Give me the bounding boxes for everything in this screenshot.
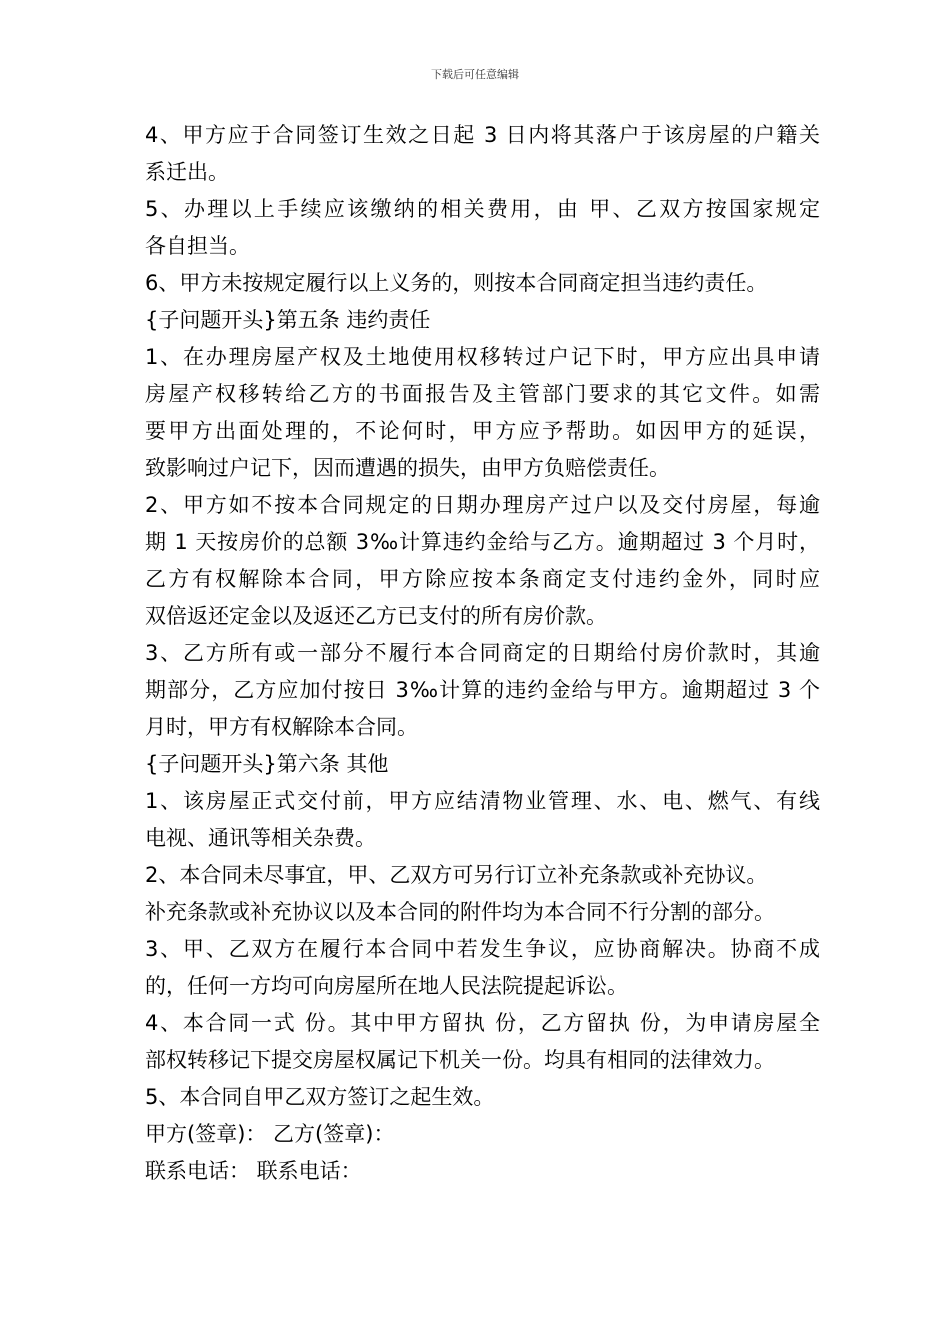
text-line: 房屋产权移转给乙方的书面报告及主管部门要求的其它文件。如需	[145, 382, 820, 406]
text-line: 补充条款或补充协议以及本合同的附件均为本合同不行分割的部分。	[145, 900, 775, 924]
text-line: 5、办理以上手续应该缴纳的相关费用，由 甲、乙双方按国家规定	[145, 197, 820, 221]
signature-line: 甲方(签章)： 乙方(签章)：	[145, 1122, 395, 1146]
text-line: 电视、通讯等相关杂费。	[145, 826, 376, 850]
text-line: 1、在办理房屋产权及土地使用权移转过户记下时，甲方应出具申请	[145, 345, 820, 369]
text-line: 2、甲方如不按本合同规定的日期办理房产过户以及交付房屋，每逾	[145, 493, 820, 517]
contact-phone-line: 联系电话： 联系电话：	[145, 1159, 362, 1183]
text-line: 6、甲方未按规定履行以上义务的，则按本合同商定担当违约责任。	[145, 271, 768, 295]
page-header: 下载后可任意编辑	[431, 68, 519, 81]
text-line: 1、该房屋正式交付前，甲方应结清物业管理、水、电、燃气、有线	[145, 789, 820, 813]
section-heading: {子问题开头}第五条 违约责任	[145, 308, 431, 332]
text-line: 各自担当。	[145, 234, 250, 258]
text-line: 月时，甲方有权解除本合同。	[145, 715, 418, 739]
text-line: 乙方有权解除本合同，甲方除应按本条商定支付违约金外，同时应	[145, 567, 820, 591]
text-line: 3、乙方所有或一部分不履行本合同商定的日期给付房价款时，其逾	[145, 641, 820, 665]
text-line: 2、本合同未尽事宜，甲、乙双方可另行订立补充条款或补充协议。	[145, 863, 768, 887]
text-line: 双倍返还定金以及返还乙方已支付的所有房价款。	[145, 604, 607, 628]
text-line: 的，任何一方均可向房屋所在地人民法院提起诉讼。	[145, 974, 628, 998]
text-line: 部权转移记下提交房屋权属记下机关一份。均具有相同的法律效力。	[145, 1048, 775, 1072]
text-line: 4、甲方应于合同签订生效之日起 3 日内将其落户于该房屋的户籍关	[145, 123, 820, 147]
document-body	[145, 117, 820, 1190]
text-line: 要甲方出面处理的，不论何时，甲方应予帮助。如因甲方的延误，	[145, 419, 820, 443]
text-line: 期 1 天按房价的总额 3‰计算违约金给与乙方。逾期超过 3 个月时，	[145, 530, 820, 554]
text-line: 致影响过户记下，因而遭遇的损失，由甲方负赔偿责任。	[145, 456, 670, 480]
text-line: 4、本合同一式 份。其中甲方留执 份，乙方留执 份，为申请房屋全	[145, 1011, 820, 1035]
section-heading: {子问题开头}第六条 其他	[145, 752, 389, 776]
text-line: 期部分，乙方应加付按日 3‰计算的违约金给与甲方。逾期超过 3 个	[145, 678, 820, 702]
text-line: 系迁出。	[145, 160, 229, 184]
text-line: 3、甲、乙双方在履行本合同中若发生争议，应协商解决。协商不成	[145, 937, 820, 961]
text-line: 5、本合同自甲乙双方签订之起生效。	[145, 1085, 495, 1109]
